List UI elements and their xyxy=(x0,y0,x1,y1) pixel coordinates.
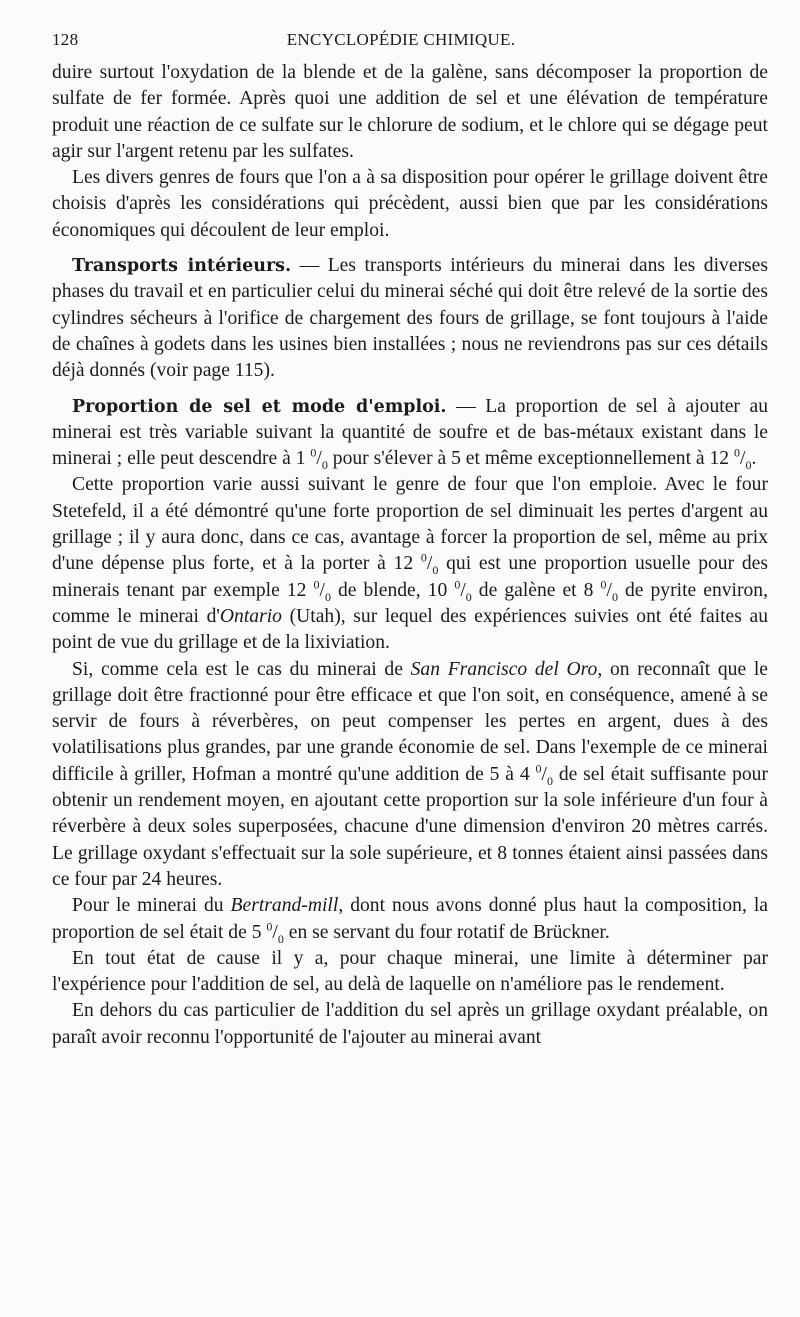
section-proportion xyxy=(52,394,768,473)
percent-sign: $^0/_0$ xyxy=(313,577,331,604)
percent-sign: $^0/_0$ xyxy=(734,445,752,473)
running-title: ENCYCLOPÉDIE CHIMIQUE. xyxy=(286,30,516,49)
section-text-c: . xyxy=(751,448,757,470)
italic-bertrand-mill: Bertrand-mill xyxy=(230,895,339,917)
paragraph-en-dehors: En dehors du cas particulier de l'addition du sel après un grillage oxydant préalable, on paraît avoir reconnu l'opportunité de l'ajouter au minerai avant xyxy=(52,1000,768,1048)
section-text-a: — La proportion de sel à ajouter au minerai est très variable suivant la quantité de soufre et de bas-métaux existant dans le minerai ; elle peut descendre à 1 xyxy=(52,395,769,470)
paragraph-fours: Les divers genres de fours que l'on a à sa disposition pour opérer le grillage doivent être choisis d'après les considérations qui précèdent, aussi bien que par les considérations économiques qui découlent de leur emploi. xyxy=(52,167,768,241)
paragraph-limite: En tout état de cause il y a, pour chaque minerai, une limite à déterminer par l'expérience pour l'addition de sel, au delà de laquelle on n'améliore pas le rendement. xyxy=(52,947,768,996)
percent-sign: $^0/_0$ xyxy=(266,918,284,946)
section-heading-proportion: Proportion de sel et mode d'emploi. xyxy=(72,396,447,417)
percent-sign: $^0/_0$ xyxy=(420,550,439,578)
section-text-transports: — Les transports intérieurs du minerai dans les diverses phases du travail et en particulier celui du minerai séché qui doit être relevé de la sortie des cylindres sécheurs à l'orifice de chargement des fours de grillage, se font toujours à l'aide de chaînes à godets dans les usines bien installées ; nous ne reviendrons pas sur ces détails déjà donnés (voir page 115). xyxy=(52,255,769,382)
percent-sign: $^0/_0$ xyxy=(600,577,618,604)
page-number: 128 xyxy=(52,30,79,49)
paragraph-stetefeld: Cette proportion varie aussi suivant le genre de four que l'on emploie. Avec le four Stetefeld, il a été démontré qu'une forte proportion de sel diminuait les pertes d'argent au grillage ; il y aura donc, dans ce cas, avantage à forcer la proportion de sel, même au prix d'une dépense plus forte, et à la porter à 12 $^0/_0$ qui est une proportion usuelle pour des minerais tenant par exemple 12 $^0/_0$ de blende, 10 $^0/_0$ de galène et 8 $^0/_0$ de pyrite environ, comme le minerai d'Ontario (Utah), sur lequel des expériences suivies ont été faites au point de vue du grillage et de la lixiviation. xyxy=(52,474,769,654)
percent-sign: $^0/_0$ xyxy=(454,577,472,604)
section-text-b: pour s'élever à 5 et même exceptionnellement à 12 xyxy=(327,448,735,470)
paragraph-san-francisco: Si, comme cela est le cas du minerai de San Francisco del Oro, on reconnaît que le grillage doit être fractionné pour être efficace et que l'on soit, en conséquence, amené à se servir de fours à réverbères, on peut compenser les pertes en argent, dues à des volatilisations plus grandes, par une grande économie de sel. Dans l'exemple de ce minerai difficile à griller, Hofman a montré qu'une addition de 5 à 4 $^0/_0$ de sel était suffisante pour obtenir un rendement moyen, en ajoutant cette proportion sur la sole inférieure d'un four à réverbère à deux soles superposées, chacune d'une dimension d'environ 20 mètres carrés. Le grillage oxydant s'effectuait sur la sole supérieure, et 8 tonnes étaient ainsi passées dans ce four par 24 heures. xyxy=(52,658,768,890)
paragraph-continued: duire surtout l'oxydation de la blende et de la galène, sans décomposer la proportion de sulfate de fer formée. Après quoi une addition de sel et une élévation de température produit une réaction de ce sulfate sur le chlorure de sodium, et le chlore qui se dégage peut agir sur l'argent retenu par les sulfates. xyxy=(52,62,768,162)
italic-ontario: Ontario xyxy=(219,605,282,627)
page-header xyxy=(52,26,750,56)
page-body xyxy=(52,60,768,1051)
percent-sign: $^0/_0$ xyxy=(310,445,328,473)
section-heading-transports: Transports intérieurs. xyxy=(72,256,292,277)
paragraph-bertrand: Pour le minerai du Bertrand-mill, dont nous avons donné plus haut la composition, la proportion de sel était de 5 $^0/_0$ en se servant du four rotatif de Brückner. xyxy=(52,895,768,946)
section-transports xyxy=(52,253,768,384)
percent-sign: $^0/_0$ xyxy=(535,761,553,788)
italic-san-francisco: San Francisco del Oro xyxy=(410,658,598,680)
